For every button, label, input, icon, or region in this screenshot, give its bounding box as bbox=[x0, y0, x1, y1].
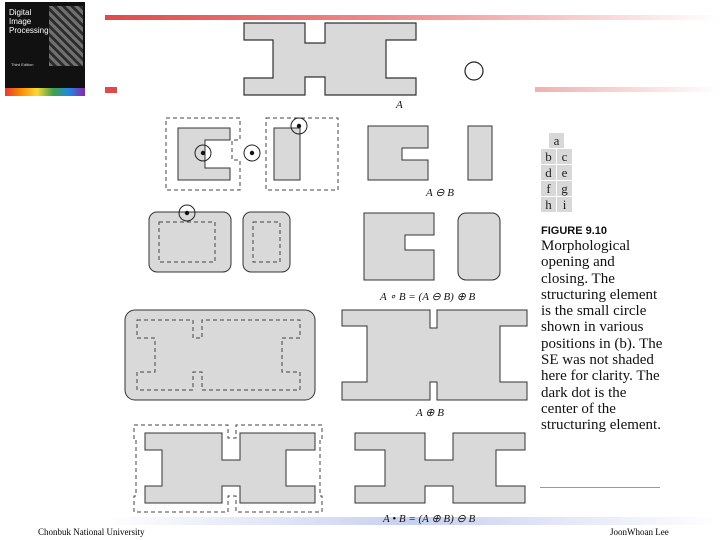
panel-a bbox=[244, 23, 483, 111]
cover-edition: Third Edition bbox=[11, 62, 34, 67]
panel-g bbox=[342, 310, 527, 419]
panel-d bbox=[149, 205, 290, 272]
panel-i bbox=[355, 433, 525, 525]
letter-a: a bbox=[549, 133, 564, 148]
letter-b: b bbox=[541, 149, 556, 164]
structuring-element-circle bbox=[465, 62, 483, 80]
cover-title: Digital Image Processing bbox=[9, 8, 49, 35]
letter-g: g bbox=[557, 181, 572, 196]
letter-i: i bbox=[557, 197, 572, 212]
label-i: A • B = (A ⊕ B) ⊖ B bbox=[383, 513, 476, 525]
panel-b bbox=[166, 118, 338, 190]
panel-e bbox=[364, 213, 500, 303]
figure-caption: Morphological opening and closing. The structuring element is the small circle shown in various positions in (b). The SE was not shaded here for clarity. The dark dot is the center of the structuring element. bbox=[541, 238, 663, 434]
label-g: A ⊕ B bbox=[416, 407, 444, 419]
figure-label: FIGURE 9.10 bbox=[541, 225, 608, 237]
label-c: A ⊖ B bbox=[426, 187, 454, 199]
letter-h: h bbox=[541, 197, 556, 212]
letter-e: e bbox=[557, 165, 572, 180]
panel-h bbox=[134, 425, 322, 512]
label-e: A ∘ B = (A ⊖ B) ⊕ B bbox=[380, 291, 476, 303]
letter-c: c bbox=[557, 149, 572, 164]
label-a: A bbox=[396, 99, 403, 111]
footer-author: JoonWhoan Lee bbox=[610, 527, 669, 537]
letter-f: f bbox=[541, 181, 556, 196]
panel-f bbox=[125, 310, 315, 400]
panel-letter-grid bbox=[541, 133, 573, 213]
footer-institution: Chonbuk National University bbox=[38, 527, 145, 537]
panel-c bbox=[368, 126, 492, 199]
letter-d: d bbox=[541, 165, 556, 180]
caption-divider bbox=[540, 487, 660, 488]
